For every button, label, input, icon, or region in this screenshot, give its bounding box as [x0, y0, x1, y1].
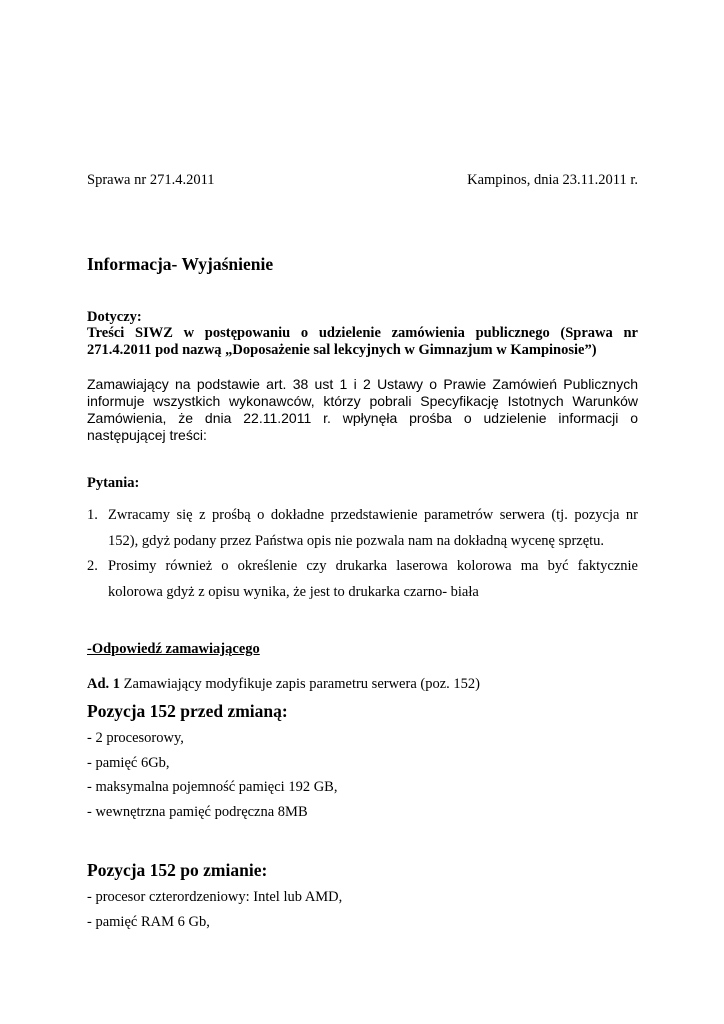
- case-number: Sprawa nr 271.4.2011: [87, 172, 215, 188]
- question-item: [87, 553, 638, 605]
- answer-label: -Odpowiedź zamawiającego: [87, 641, 260, 657]
- question-text: Zwracamy się z prośbą o dokładne przedstawienie parametrów serwera (tj. pozycja nr 152), gdyż podany przez Państwa opis nie pozwala nam na dokładną wycenę sprzętu.: [108, 507, 638, 549]
- ad1-label: Ad. 1: [87, 676, 121, 692]
- question-text: Prosimy również o określenie czy drukarka laserowa kolorowa ma być faktycznie kolorowa gdyż z opisu wynika, że jest to drukarka czarno- biała: [108, 558, 638, 600]
- subject-text: Treści SIWZ w postępowaniu o udzielenie zamówienia publicznego (Sprawa nr 271.4.2011 pod nazwą „Doposażenie sal lekcyjnych w Gimnazjum w Kampinosie”): [87, 325, 638, 358]
- ad1-text: Zamawiający modyfikuje zapis parametru serwera (poz. 152): [120, 676, 480, 692]
- question-number: 2.: [87, 558, 98, 574]
- list-item: - maksymalna pojemność pamięci 192 GB,: [87, 779, 338, 795]
- document-header: [87, 171, 638, 189]
- intro-paragraph: Zamawiający na podstawie art. 38 ust 1 i 2 Ustawy o Prawie Zamówień Publicznych informuje wszystkich wykonawców, którzy pobrali Specyfikację Istotnych Warunków Zamówienia, że dnia 22.11.2011 r. wpłynęła prośba o udzielenie informacji o następującej treści:: [87, 376, 638, 443]
- list-item: - pamięć 6Gb,: [87, 754, 170, 771]
- after-heading: Pozycja 152 po zmianie:: [87, 860, 268, 880]
- answer-ad1: [87, 675, 638, 693]
- document-title: Informacja- Wyjaśnienie: [87, 254, 274, 274]
- before-heading: Pozycja 152 przed zmianą:: [87, 701, 288, 721]
- list-item: - pamięć RAM 6 Gb,: [87, 913, 210, 930]
- subject-label: Dotyczy:: [87, 309, 142, 325]
- after-list: [87, 885, 638, 934]
- list-item: - 2 procesorowy,: [87, 730, 184, 746]
- question-number: 1.: [87, 507, 98, 523]
- before-list: [87, 726, 638, 824]
- list-item: - wewnętrzna pamięć podręczna 8MB: [87, 803, 308, 820]
- question-item: [87, 502, 638, 554]
- list-item: - procesor czterordzeniowy: Intel lub AMD,: [87, 889, 343, 905]
- place-date: Kampinos, dnia 23.11.2011 r.: [467, 172, 638, 188]
- questions-label: Pytania:: [87, 475, 140, 491]
